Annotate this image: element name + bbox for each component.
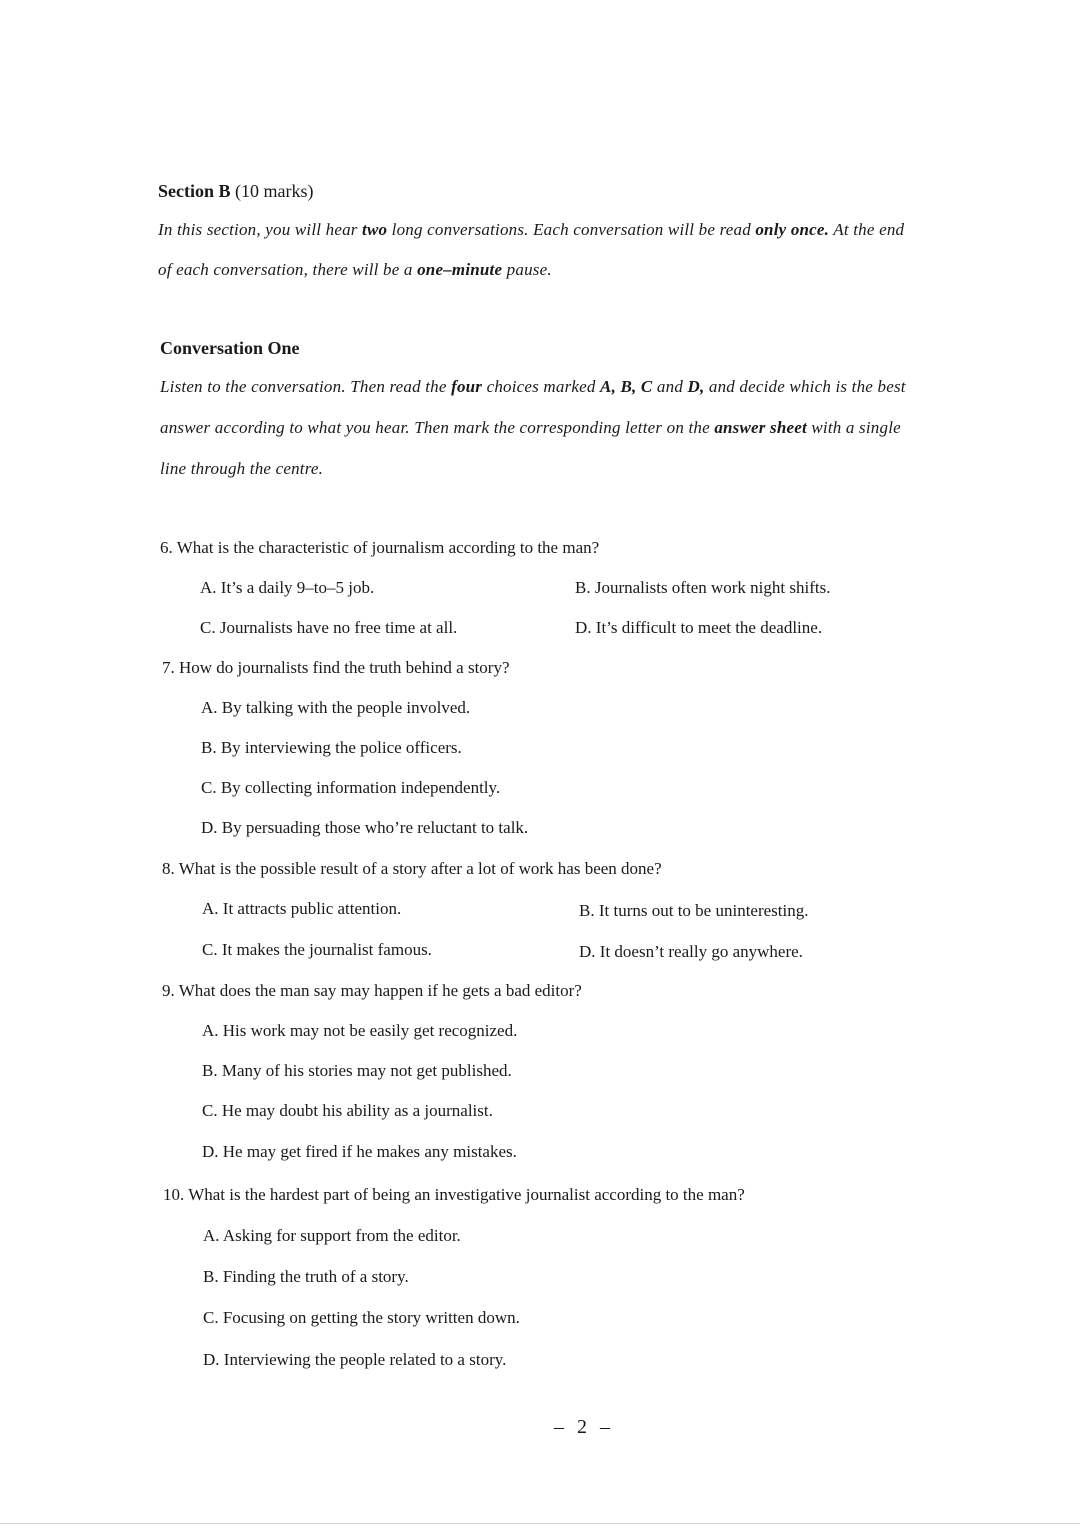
instr-emphasis: answer sheet xyxy=(714,418,807,437)
instr-text: and xyxy=(656,377,684,396)
instr-text: and decide which is the best xyxy=(708,377,906,396)
question-9-option-a[interactable]: A. His work may not be easily get recognized. xyxy=(202,1021,518,1040)
instr-text: answer according to what you hear. Then mark the corresponding letter on the xyxy=(160,418,710,437)
instr-emphasis: D, xyxy=(687,377,705,396)
question-9: 9. What does the man say may happen if he gets a bad editor? xyxy=(162,981,582,1000)
question-9-option-b[interactable]: B. Many of his stories may not get published. xyxy=(202,1061,512,1080)
question-10: 10. What is the hardest part of being an investigative journalist according to the man? xyxy=(163,1185,745,1204)
instr-text: In this section, you will hear xyxy=(158,220,358,239)
question-8-option-c[interactable]: C. It makes the journalist famous. xyxy=(202,940,432,959)
question-8-option-b[interactable]: B. It turns out to be uninteresting. xyxy=(579,901,809,920)
conversation-title: Conversation One xyxy=(160,338,300,358)
section-instruction-line-2 xyxy=(158,260,552,280)
section-instruction-line-1 xyxy=(158,220,904,240)
section-title: Section B xyxy=(158,181,231,201)
instr-emphasis: A, B, C xyxy=(600,377,653,396)
question-9-option-c[interactable]: C. He may doubt his ability as a journalist. xyxy=(202,1101,493,1120)
page-bottom-rule xyxy=(0,1523,1080,1524)
instr-emphasis: two xyxy=(362,220,388,239)
question-7-option-d[interactable]: D. By persuading those who’re reluctant to talk. xyxy=(201,818,529,837)
question-10-option-c[interactable]: C. Focusing on getting the story written down. xyxy=(203,1308,520,1327)
section-heading xyxy=(158,181,314,202)
instr-text: long conversations. Each conversation will be read xyxy=(391,220,751,239)
question-7-option-a[interactable]: A. By talking with the people involved. xyxy=(201,698,471,717)
section-marks: (10 marks) xyxy=(235,181,314,201)
question-6-option-a[interactable]: A. It’s a daily 9–to–5 job. xyxy=(200,578,375,597)
conversation-instruction-line-3 xyxy=(160,459,323,479)
question-6-option-d[interactable]: D. It’s difficult to meet the deadline. xyxy=(575,618,823,637)
conversation-instruction-line-2 xyxy=(160,418,901,438)
question-7-option-c[interactable]: C. By collecting information independently. xyxy=(201,778,501,797)
instr-emphasis: only once. xyxy=(755,220,830,239)
question-10-option-a[interactable]: A. Asking for support from the editor. xyxy=(203,1226,461,1245)
question-6-option-b[interactable]: B. Journalists often work night shifts. xyxy=(575,578,831,597)
instr-text: choices marked xyxy=(486,377,596,396)
conversation-instruction-line-1 xyxy=(160,377,906,397)
conversation-heading xyxy=(160,338,300,359)
question-10-option-b[interactable]: B. Finding the truth of a story. xyxy=(203,1267,409,1286)
question-7-option-b[interactable]: B. By interviewing the police officers. xyxy=(201,738,462,757)
instr-text: At the end xyxy=(833,220,905,239)
instr-text: line through the centre. xyxy=(160,459,324,478)
instr-emphasis: one–minute xyxy=(417,260,503,279)
question-8-option-d[interactable]: D. It doesn’t really go anywhere. xyxy=(579,942,803,961)
question-9-option-d[interactable]: D. He may get fired if he makes any mistakes. xyxy=(202,1142,517,1161)
instr-text: pause. xyxy=(506,260,552,279)
instr-text: Listen to the conversation. Then read the xyxy=(160,377,447,396)
question-7: 7. How do journalists find the truth behind a story? xyxy=(162,658,510,677)
page-number: – 2 – xyxy=(554,1416,614,1438)
instr-text: of each conversation, there will be a xyxy=(158,260,413,279)
question-8: 8. What is the possible result of a story after a lot of work has been done? xyxy=(162,859,662,878)
question-10-option-d[interactable]: D. Interviewing the people related to a story. xyxy=(203,1350,507,1369)
question-6: 6. What is the characteristic of journalism according to the man? xyxy=(160,538,600,557)
question-6-option-c[interactable]: C. Journalists have no free time at all. xyxy=(200,618,458,637)
instr-text: with a single xyxy=(811,418,901,437)
instr-emphasis: four xyxy=(451,377,483,396)
question-8-option-a[interactable]: A. It attracts public attention. xyxy=(202,899,402,918)
